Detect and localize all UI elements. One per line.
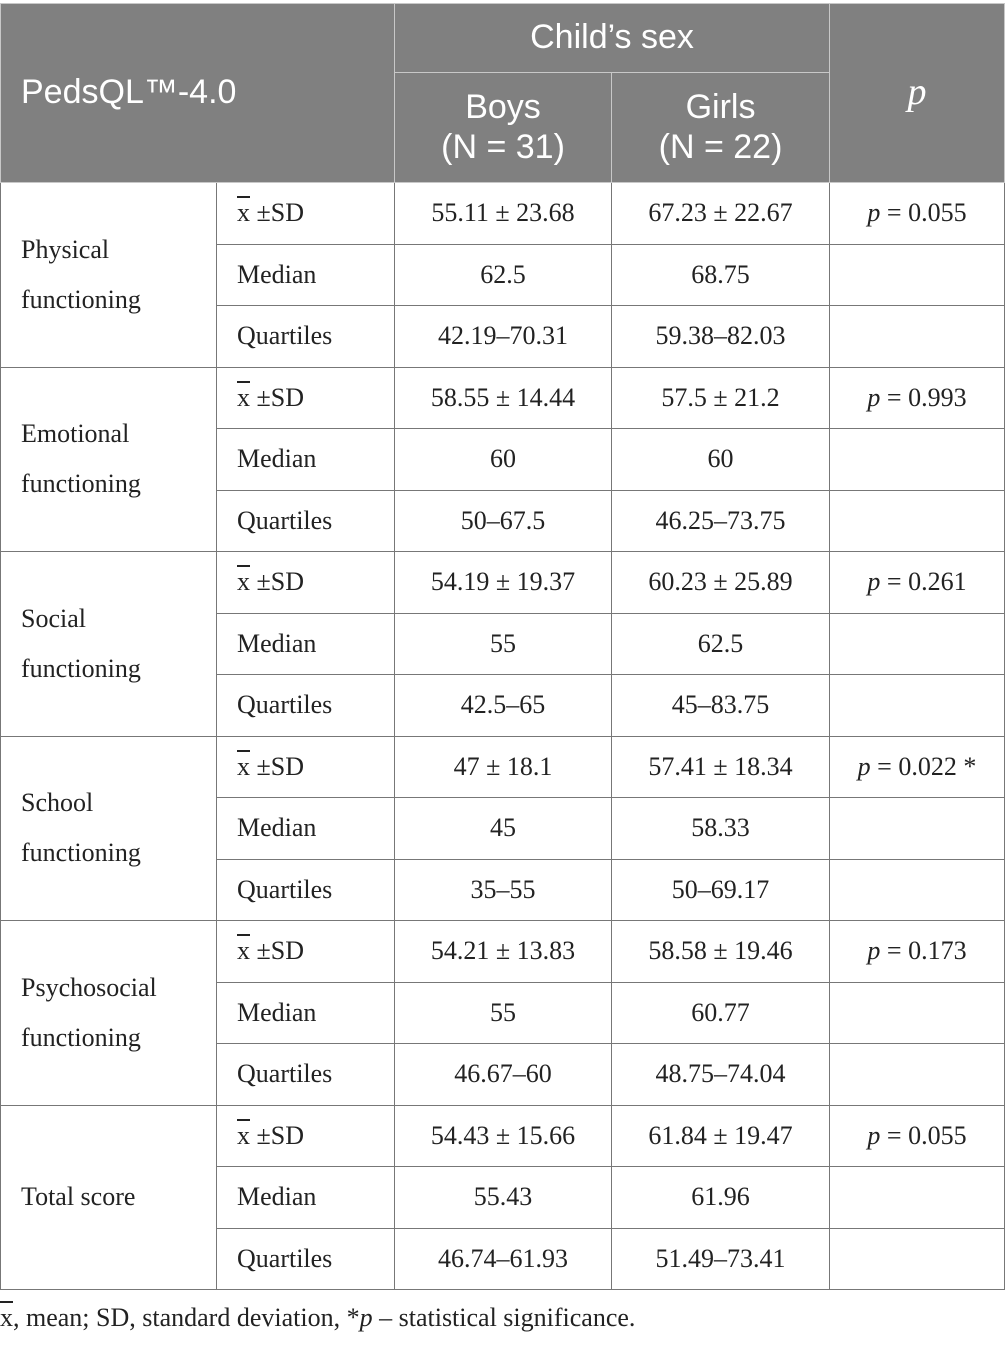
p-value [830, 183, 1005, 245]
group-name-line2: functioning [21, 838, 141, 868]
girls-mean: 58.58 ± 19.46 [612, 921, 830, 983]
girls-n: (N = 22) [658, 127, 783, 166]
p-value [830, 552, 1005, 614]
girls-quartiles: 45–83.75 [612, 675, 830, 737]
boys-mean: 54.19 ± 19.37 [395, 552, 612, 614]
girls-quartiles: 48.75–74.04 [612, 1044, 830, 1106]
mean-symbol: $\overline{x}$ [237, 751, 250, 781]
stat-label-quartiles: Quartiles [217, 675, 395, 737]
stat-label-mean [217, 1105, 395, 1167]
group-name-line2: functioning [21, 653, 141, 683]
stat-label-median: Median [217, 798, 395, 860]
girls-header [612, 73, 830, 183]
stat-label-quartiles: Quartiles [217, 490, 395, 552]
girls-quartiles: 46.25–73.75 [612, 490, 830, 552]
p-symbol: p [867, 567, 881, 597]
group-name-line2: functioning [21, 469, 141, 499]
stat-label-quartiles: Quartiles [217, 306, 395, 368]
stat-label-median: Median [217, 613, 395, 675]
mean-symbol: $\overline{x}$ [237, 936, 250, 966]
footnote-mean-symbol: $\overline{x}$ [0, 1303, 13, 1332]
stat-label-median: Median [217, 244, 395, 306]
group-name [1, 1105, 217, 1290]
stat-label-median: Median [217, 1167, 395, 1229]
stat-label-quartiles: Quartiles [217, 1228, 395, 1290]
p-empty [830, 306, 1005, 368]
boys-quartiles: 46.74–61.93 [395, 1228, 612, 1290]
p-header: p [830, 4, 1005, 183]
stat-label-mean [217, 183, 395, 245]
girls-median: 60.77 [612, 982, 830, 1044]
boys-mean: 54.43 ± 15.66 [395, 1105, 612, 1167]
p-number: = 0.261 [886, 567, 967, 597]
girls-mean: 57.41 ± 18.34 [612, 736, 830, 798]
table-title: PedsQL™-4.0 [1, 4, 395, 183]
stat-label-mean [217, 367, 395, 429]
boys-median: 60 [395, 429, 612, 491]
stat-label-mean [217, 736, 395, 798]
footnote-text-2: – statistical significance. [372, 1303, 636, 1332]
boys-quartiles: 42.19–70.31 [395, 306, 612, 368]
group-name-line1: Physical [21, 234, 110, 264]
girls-quartiles: 50–69.17 [612, 859, 830, 921]
girls-median: 62.5 [612, 613, 830, 675]
girls-median: 68.75 [612, 244, 830, 306]
boys-median: 62.5 [395, 244, 612, 306]
girls-mean: 67.23 ± 22.67 [612, 183, 830, 245]
group-name-line2: functioning [21, 284, 141, 314]
p-symbol: p [867, 382, 881, 412]
p-empty [830, 859, 1005, 921]
group-name-line1: Total score [21, 1182, 136, 1212]
boys-median: 55.43 [395, 1167, 612, 1229]
group-name-line1: Emotional [21, 419, 130, 449]
girls-mean: 57.5 ± 21.2 [612, 367, 830, 429]
girls-median: 58.33 [612, 798, 830, 860]
stat-label-mean [217, 921, 395, 983]
p-empty [830, 982, 1005, 1044]
mean-suffix: ±SD [250, 198, 305, 228]
boys-label: Boys [465, 88, 541, 127]
p-empty [830, 1044, 1005, 1106]
girls-quartiles: 51.49–73.41 [612, 1228, 830, 1290]
p-value [830, 921, 1005, 983]
stat-label-median: Median [217, 429, 395, 491]
footnote-text-1: , mean; SD, standard deviation, * [13, 1303, 360, 1332]
table-row [1, 921, 1005, 983]
group-name [1, 736, 217, 921]
mean-suffix: ±SD [250, 1120, 305, 1150]
girls-label: Girls [685, 88, 756, 127]
p-value [830, 736, 1005, 798]
table-row [1, 367, 1005, 429]
p-symbol: p [867, 1120, 881, 1150]
table-row [1, 552, 1005, 614]
boys-median: 55 [395, 613, 612, 675]
table-body [1, 183, 1005, 1290]
p-empty [830, 1228, 1005, 1290]
group-name [1, 183, 217, 368]
girls-mean: 60.23 ± 25.89 [612, 552, 830, 614]
boys-mean: 58.55 ± 14.44 [395, 367, 612, 429]
boys-quartiles: 42.5–65 [395, 675, 612, 737]
table-row [1, 1105, 1005, 1167]
girls-median: 60 [612, 429, 830, 491]
mean-symbol: $\overline{x}$ [237, 567, 250, 597]
boys-n: (N = 31) [441, 127, 565, 166]
mean-suffix: ±SD [250, 936, 305, 966]
p-empty [830, 798, 1005, 860]
mean-symbol: $\overline{x}$ [237, 1120, 250, 1150]
boys-median: 45 [395, 798, 612, 860]
group-name [1, 552, 217, 737]
group-name [1, 921, 217, 1106]
p-empty [830, 429, 1005, 491]
girls-mean: 61.84 ± 19.47 [612, 1105, 830, 1167]
girls-median: 61.96 [612, 1167, 830, 1229]
p-symbol: p [867, 936, 881, 966]
boys-median: 55 [395, 982, 612, 1044]
p-empty [830, 490, 1005, 552]
stat-label-quartiles: Quartiles [217, 859, 395, 921]
p-number: = 0.055 [886, 198, 967, 228]
footnote-p: p [359, 1303, 373, 1332]
footnote [0, 1303, 635, 1333]
stat-label-quartiles: Quartiles [217, 1044, 395, 1106]
p-symbol: p [857, 751, 871, 781]
table-row [1, 183, 1005, 245]
group-name-line1: Psychosocial [21, 972, 157, 1002]
p-number: = 0.055 [886, 1120, 967, 1150]
boys-mean: 54.21 ± 13.83 [395, 921, 612, 983]
p-empty [830, 675, 1005, 737]
p-value [830, 1105, 1005, 1167]
mean-suffix: ±SD [250, 567, 305, 597]
p-empty [830, 1167, 1005, 1229]
group-name [1, 367, 217, 552]
mean-suffix: ±SD [250, 382, 305, 412]
mean-symbol: $\overline{x}$ [237, 382, 250, 412]
mean-suffix: ±SD [250, 751, 305, 781]
table-row [1, 736, 1005, 798]
p-number: = 0.993 [886, 382, 967, 412]
p-symbol: p [867, 198, 881, 228]
boys-mean: 47 ± 18.1 [395, 736, 612, 798]
girls-quartiles: 59.38–82.03 [612, 306, 830, 368]
p-number: = 0.022 * [877, 751, 977, 781]
stat-label-median: Median [217, 982, 395, 1044]
p-value [830, 367, 1005, 429]
pedsql-table [0, 3, 1005, 1290]
boys-quartiles: 46.67–60 [395, 1044, 612, 1106]
stat-label-mean [217, 552, 395, 614]
p-number: = 0.173 [886, 936, 967, 966]
mean-symbol: $\overline{x}$ [237, 198, 250, 228]
boys-header [395, 73, 612, 183]
p-empty [830, 244, 1005, 306]
boys-quartiles: 50–67.5 [395, 490, 612, 552]
group-header: Child’s sex [395, 4, 830, 73]
p-empty [830, 613, 1005, 675]
group-name-line1: Social [21, 603, 86, 633]
group-name-line2: functioning [21, 1022, 141, 1052]
boys-quartiles: 35–55 [395, 859, 612, 921]
group-name-line1: School [21, 788, 94, 818]
boys-mean: 55.11 ± 23.68 [395, 183, 612, 245]
